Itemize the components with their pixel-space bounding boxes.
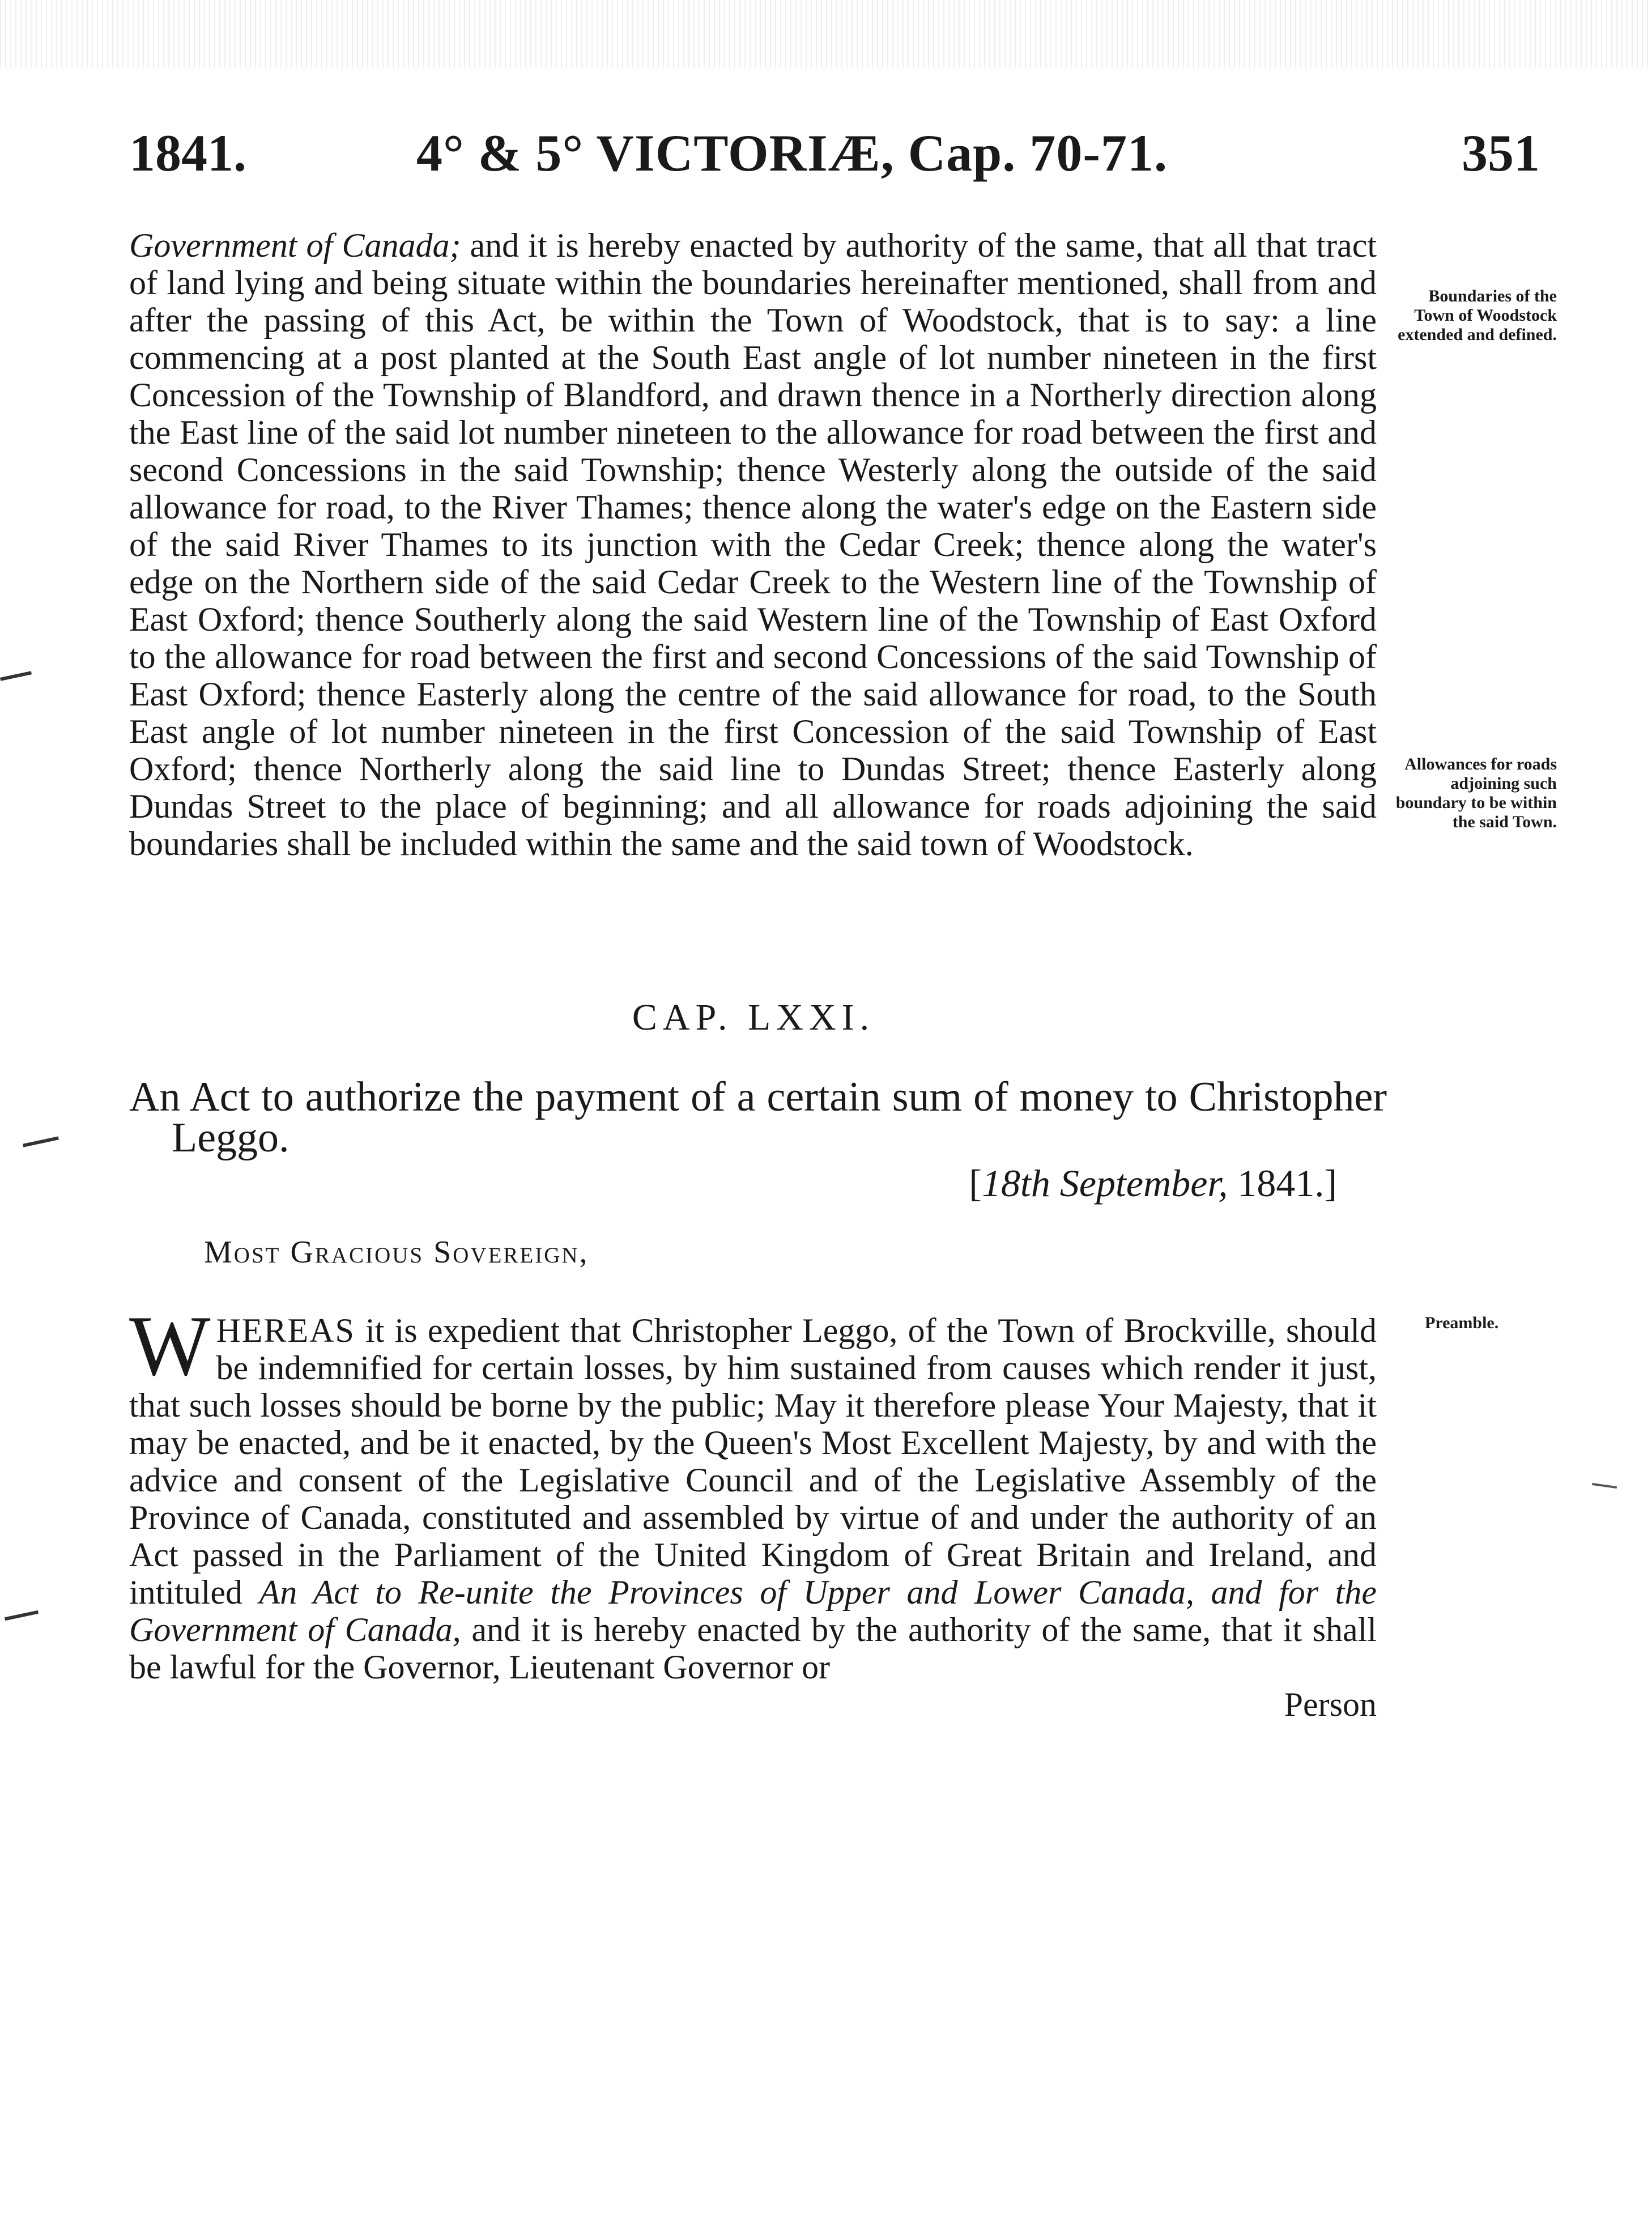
body-text-chapter-70 bbox=[129, 227, 1377, 862]
scan-mark bbox=[0, 671, 32, 681]
statute-reference: 4° & 5° VICTORIÆ, Cap. 70-71. bbox=[416, 124, 1168, 182]
body-text-preamble bbox=[129, 1298, 1377, 1723]
margin-note-boundaries: Boundaries of the Town of Woodstock extended and defined. bbox=[1398, 287, 1557, 344]
year: 1841. bbox=[129, 124, 246, 182]
address-line: Most Gracious Sovereign, bbox=[204, 1235, 589, 1270]
page-number: 351 bbox=[1462, 124, 1540, 182]
paragraph-text: and it is hereby enacted by authority of the same, that all that tract of land lying and being situate within the boundaries hereinafter mentioned, shall from and after the passing of this Act, be within the Town of Woodstock, that is to say: a line commencing at a post planted at the South East angle of lot number nineteen in the first Concession of the Township of Blandford, and drawn thence in a Northerly direction along the East line of the said lot number nineteen to the allowance for road between the first and second Concessions in the said Township; thence Westerly along the outside of the said allowance for road, to the River Thames; thence along the water's edge on the Eastern side of the said River Thames to its junction with the Cedar Creek; thence along the water's edge on the Northern side of the said Cedar Creek to the Western line of the Township of East Oxford; thence Southerly along the said Western line of the Township of East Oxford to the allowance for road between the first and second Concessions of the said Township of East Oxford; thence Easterly along the centre of the said allowance for road, to the South East angle of lot number nineteen in the first Concession of the said Township of East Oxford; thence Northerly along the said line to Dundas Street; thence Easterly along Dundas Street to the place of beginning; and all allowance for roads adjoining the said boundaries shall be included within the same and the said town of Woodstock. bbox=[129, 227, 1377, 862]
running-head bbox=[0, 122, 1652, 184]
first-word: HEREAS bbox=[216, 1312, 355, 1349]
catchword: Person bbox=[1284, 1686, 1377, 1723]
scan-edge bbox=[0, 0, 1652, 68]
italic-phrase: Government of Canada; bbox=[129, 227, 461, 264]
margin-note-allowances: Allowances for roads adjoining such boundary to be within the said Town. bbox=[1395, 755, 1557, 831]
assent-date: [18th September, 1841.] bbox=[969, 1162, 1337, 1205]
scan-mark bbox=[1592, 1483, 1617, 1489]
italic-act-title: An Act to Re-unite the Provinces of Upper and Lower Canada, and for the Government of Canada, bbox=[129, 1574, 1377, 1648]
act-title: An Act to authorize the payment of a certain sum of money to Christopher Leggo. bbox=[129, 1074, 1387, 1161]
margin-note-preamble: Preamble. bbox=[1425, 1313, 1499, 1332]
paragraph: WHEREAS it is expedient that Christopher Leggo, of the Town of Brockville, should be indemnified for certain losses, by him sustained from causes which render it just, that such losses should be borne by the public; May it therefore please Your Majesty, that it may be enacted, and be it enacted, by the Queen's Most Excellent Majesty, by and with the advice and consent of the Legislative Council and of the Legislative Assembly of the Province of Canada, constituted and assembled by virtue of and under the authority of an Act passed in the Parliament of the United Kingdom of Great Britain and Ireland, and intituled An Act to Re-unite the Provinces of Upper and Lower Canada, and for the Government of Canada, and it is hereby enacted by the authority of the same, that it shall be lawful for the Governor, Lieutenant Governor or Person bbox=[129, 1298, 1377, 1723]
scan-mark bbox=[5, 1610, 39, 1621]
drop-cap: W bbox=[129, 1298, 211, 1393]
scan-mark bbox=[23, 1136, 59, 1147]
chapter-heading: CAP. LXXI. bbox=[632, 997, 875, 1038]
paragraph bbox=[129, 227, 1377, 862]
